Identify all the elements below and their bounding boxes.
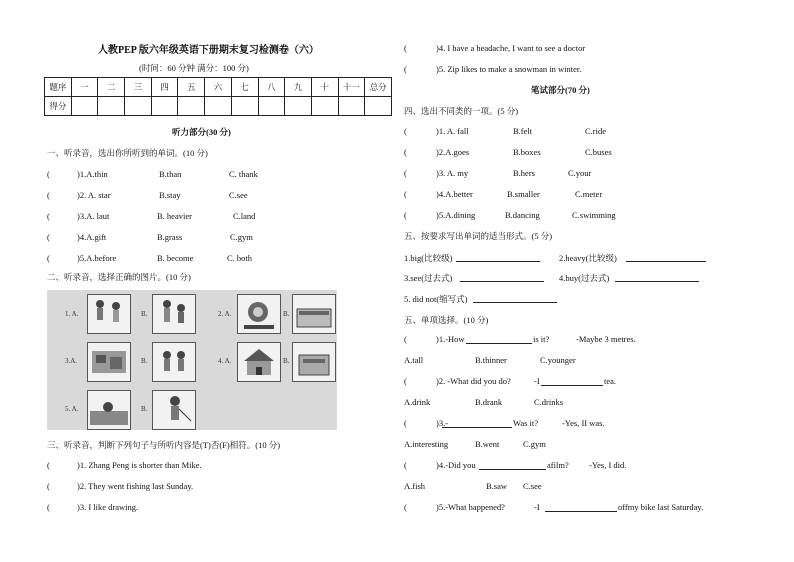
statement: )2. They went fishing last Sunday. (77, 481, 194, 491)
score-header-cell: 十一 (338, 78, 365, 97)
answer-blank[interactable] (545, 502, 617, 512)
answer-paren[interactable]: ( (404, 64, 407, 74)
option-a: A.interesting (404, 439, 449, 449)
score-header-cell: 十 (311, 78, 338, 97)
option-c: C.meter (575, 189, 603, 199)
option-c: C.buses (585, 147, 612, 157)
option-a: A.fish (404, 481, 426, 491)
answer-paren[interactable]: ( (47, 190, 50, 200)
option-c: C.gym (523, 439, 546, 449)
score-table (44, 77, 392, 116)
house-picture[interactable] (237, 342, 281, 382)
swimming-picture[interactable] (87, 390, 131, 430)
option-c: C.gym (230, 232, 253, 242)
score-value-row (45, 97, 392, 116)
answer-paren[interactable]: ( (47, 232, 50, 242)
answer-paren[interactable]: ( (404, 502, 407, 512)
score-header-cell: 六 (205, 78, 232, 97)
option-b: B.felt (513, 126, 533, 136)
picture-label: 1. A. (65, 310, 79, 318)
answer-blank[interactable] (541, 376, 603, 386)
score-cell[interactable] (231, 97, 258, 116)
score-cell[interactable] (285, 97, 312, 116)
score-header-cell: 总分 (365, 78, 392, 97)
option-a: )2. A. star (77, 190, 111, 200)
question-text: -Yes, I did. (589, 460, 627, 470)
picture-label: B. (141, 310, 148, 318)
option-c: C.younger (540, 355, 576, 365)
answer-blank[interactable] (473, 293, 557, 303)
answer-paren[interactable]: ( (404, 460, 407, 470)
score-row-label: 得分 (45, 97, 72, 116)
option-a: )4.A.better (436, 189, 473, 199)
picture-label: B. (283, 357, 290, 365)
option-b: B.smaller (507, 189, 540, 199)
option-a: )4.A.gift (77, 232, 107, 242)
picture-label: 4. A. (218, 357, 232, 365)
answer-blank[interactable] (456, 252, 540, 262)
question-text: )2. -What did you do? (436, 376, 511, 386)
option-c: C.your (568, 168, 592, 178)
section-1-heading: 一、听录音，选出你所听到的单词。(10 分) (47, 148, 208, 158)
score-cell[interactable] (178, 97, 205, 116)
answer-blank[interactable] (442, 418, 512, 428)
option-b: B. become (157, 253, 194, 263)
option-b: B.drank (475, 397, 503, 407)
option-c: C.land (233, 211, 256, 221)
section-3-heading: 三、听录音，判断下列句子与所听内容是(T)否(F)相符。(10 分) (47, 440, 281, 450)
option-b: B.thinner (475, 355, 507, 365)
score-cell[interactable] (71, 97, 98, 116)
word-prompt: 2.heavy(比较级) (559, 253, 617, 263)
question-text: -I (534, 502, 540, 512)
option-c: C.see (229, 190, 248, 200)
option-a: )3.A. laut (77, 211, 110, 221)
score-header-cell: 一 (71, 78, 98, 97)
statement: )1. Zhang Peng is shorter than Mike. (77, 460, 202, 470)
option-c: C. thank (229, 169, 258, 179)
written-header: 笔试部分(70 分) (531, 85, 590, 95)
gym-picture[interactable] (292, 342, 336, 382)
answer-blank[interactable] (615, 272, 699, 282)
section-4-heading: 四、选出不同类的一项。(5 分) (404, 106, 519, 116)
score-cell[interactable] (151, 97, 178, 116)
picture-label: 5. A. (65, 405, 79, 413)
question-text: )1.-How (436, 334, 465, 344)
answer-paren[interactable]: ( (404, 147, 407, 157)
word-prompt: 1.big(比较级) (404, 253, 453, 263)
word-prompt: 4.buy(过去式) (559, 273, 610, 283)
answer-paren[interactable]: ( (404, 189, 407, 199)
answer-blank[interactable] (479, 460, 546, 470)
option-a: A.drink (404, 397, 431, 407)
question-text: )4.-Did you (436, 460, 476, 470)
answer-paren[interactable]: ( (404, 210, 407, 220)
answer-paren[interactable]: ( (47, 481, 50, 491)
question-text: )3.- (436, 418, 449, 428)
answer-paren[interactable]: ( (404, 126, 407, 136)
option-a: )5.A.dining (436, 210, 476, 220)
score-cell[interactable] (365, 97, 392, 116)
question-text: tea. (604, 376, 617, 386)
answer-paren[interactable]: ( (404, 43, 407, 53)
option-a: )2.A.goes (436, 147, 470, 157)
option-c: C.ride (585, 126, 607, 136)
option-c: C.drinks (534, 397, 564, 407)
option-b: B.grass (157, 232, 183, 242)
score-cell[interactable] (205, 97, 232, 116)
score-cell[interactable] (258, 97, 285, 116)
answer-paren[interactable]: ( (404, 168, 407, 178)
question-text: -Maybe 3 metres. (576, 334, 636, 344)
answer-blank[interactable] (626, 252, 706, 262)
picture-label: B. (283, 310, 290, 318)
answer-paren[interactable]: ( (404, 334, 407, 344)
option-c: C. both (227, 253, 253, 263)
option-b: B.hers (513, 168, 535, 178)
question-text: -I (534, 376, 540, 386)
question-text: offmy bike last Saturday. (618, 502, 704, 512)
score-header-cell: 三 (125, 78, 152, 97)
score-header-cell: 七 (231, 78, 258, 97)
picture-label: 2. A. (218, 310, 232, 318)
picture-label: B. (141, 357, 148, 365)
picture-panel (47, 290, 337, 430)
statement: )4. I have a headache, I want to see a doctor (436, 43, 586, 53)
word-prompt: 5. did not(缩写式) (404, 294, 468, 304)
answer-paren[interactable]: ( (47, 253, 50, 263)
question-text: )5.-What happened? (436, 502, 505, 512)
answer-paren[interactable]: ( (47, 502, 50, 512)
answer-paren[interactable]: ( (47, 169, 50, 179)
building-picture[interactable] (292, 294, 336, 334)
boy-picture[interactable] (152, 294, 196, 334)
listening-header: 听力部分(30 分) (172, 127, 231, 137)
room-picture[interactable] (87, 342, 131, 382)
option-b: B.dancing (505, 210, 540, 220)
option-b: B. heavier (157, 211, 192, 221)
score-header-cell: 题序 (45, 78, 72, 97)
answer-paren[interactable]: ( (47, 211, 50, 221)
score-header-cell: 九 (285, 78, 312, 97)
boy-picture[interactable] (87, 294, 131, 334)
children-picture[interactable] (152, 342, 196, 382)
question-text: Was it? (513, 418, 539, 428)
option-b: B.went (475, 439, 500, 449)
option-b: B.boxes (513, 147, 541, 157)
score-header-cell: 八 (258, 78, 285, 97)
option-a: )1.A.thin (77, 169, 108, 179)
option-a: )5.A.before (77, 253, 117, 263)
option-c: C.see (523, 481, 542, 491)
section-5-heading: 五、按要求写出单词的适当形式。(5 分) (404, 231, 553, 241)
option-a: A.tall (404, 355, 424, 365)
answer-paren[interactable]: ( (404, 418, 407, 428)
option-b: B.than (159, 169, 182, 179)
score-header-row (45, 78, 392, 97)
question-text: is it? (533, 334, 550, 344)
statement: )5. Zip likes to make a snowman in winter. (436, 64, 582, 74)
question-text: afilm? (547, 460, 569, 470)
question-text: -Yes, II was. (562, 418, 605, 428)
option-a: )3. A. my (436, 168, 469, 178)
option-b: B.stay (159, 190, 181, 200)
answer-paren[interactable]: ( (47, 460, 50, 470)
answer-paren[interactable]: ( (404, 376, 407, 386)
score-cell[interactable] (125, 97, 152, 116)
section-6-heading: 五、单项选择。(10 分) (404, 315, 489, 325)
picture-label: B. (141, 405, 148, 413)
fishing-picture[interactable] (152, 390, 196, 430)
score-header-cell: 五 (178, 78, 205, 97)
page-title: 人教PEP 版六年级英语下册期末复习检测卷（六） (98, 45, 319, 56)
section-2-heading: 二、听录音，选择正确的图片。(10 分) (47, 272, 191, 282)
score-header-cell: 四 (151, 78, 178, 97)
option-a: )1. A. fall (436, 126, 469, 136)
option-b: B.saw (486, 481, 508, 491)
option-c: C.swimming (572, 210, 616, 220)
score-cell[interactable] (98, 97, 125, 116)
answer-blank[interactable] (460, 272, 544, 282)
shop-picture[interactable] (237, 294, 281, 334)
word-prompt: 3.see(过去式) (404, 273, 453, 283)
picture-label: 3.A. (65, 357, 78, 365)
time-line: (时间：60 分钟 满分：100 分) (139, 63, 249, 73)
statement: )3. I like drawing. (77, 502, 139, 512)
score-cell[interactable] (311, 97, 338, 116)
score-cell[interactable] (338, 97, 365, 116)
score-header-cell: 二 (98, 78, 125, 97)
answer-blank[interactable] (466, 334, 532, 344)
